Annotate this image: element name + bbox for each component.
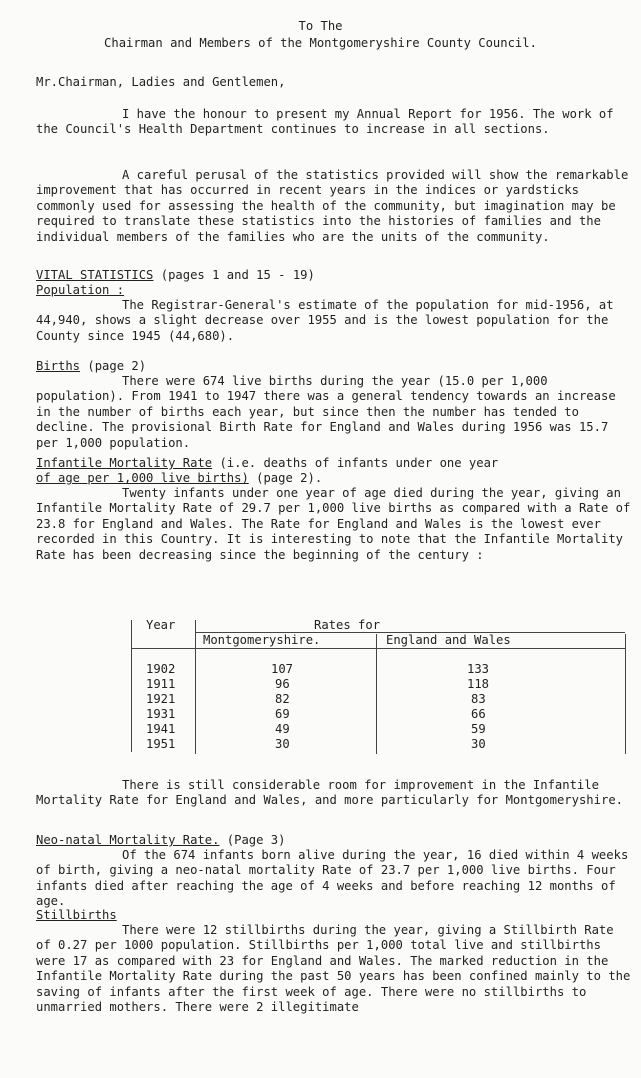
births-heading — [36, 359, 634, 374]
births-pages: (page 2) — [80, 359, 147, 373]
intro-paragraph-1: I have the honour to present my Annual Report for 1956. The work of the Council's Health Department continues to increase in all sections. — [36, 107, 614, 137]
neonatal-heading — [36, 833, 634, 848]
addressee-line-2: Chairman and Members of the Montgomeryshire County Council. — [104, 36, 537, 50]
infant-mortality-rates-table: Year Rates for Montgomeryshire. England and Wales 1902 107 133 1911 96 118 1921 82 83 1931 69 66 1941 49 59 1951 30 30 — [131, 618, 626, 756]
montgomeryshire-column-header: Montgomeryshire. — [203, 633, 321, 647]
infantile-mortality-title: Infantile Mortality Rate — [36, 456, 213, 470]
births-text: There were 674 live births during the year (15.0 per 1,000 population). From 1941 to 1947 there was a general tendency towards an increase in the number of births each year, but since then the number has tended to decline. The provisional Birth Rate for England and Wales during 1956 was 15.7 per 1,000 population. — [36, 374, 616, 450]
year-column-header: Year — [146, 618, 176, 632]
infantile-mortality-heading: Infantile Mortality Rate (i.e. deaths of infants under one year of age per 1,000 live births) (page 2). — [36, 456, 499, 486]
neonatal-title: Neo-natal Mortality Rate. — [36, 833, 220, 847]
neonatal-text: Of the 674 infants born alive during the year, 16 died within 4 weeks of birth, giving a neo-natal mortality Rate of 23.7 per 1,000 live births. Four infants died after reaching the age of 4 weeks and before reaching 12 months of age. — [36, 848, 629, 909]
infantile-mortality-text: Twenty infants under one year of age died during the year, giving an Infantile Mortality Rate of 29.7 per 1,000 live births as compared with a Rate of 23.8 for England and Wales. The Rate for England and Wales is the lowest ever recorded in this Country. It is interesting to note that the Infantile Mortality Rate has been decreasing since the beginning of the century : — [36, 486, 631, 562]
stillbirths-title: Stillbirths — [36, 908, 117, 922]
vital-statistics-title: VITAL STATISTICS — [36, 268, 154, 282]
vital-statistics-heading — [36, 268, 634, 283]
vital-statistics-pages: (pages 1 and 15 - 19) — [153, 268, 315, 282]
stillbirths-text: There were 12 stillbirths during the year, giving a Stillbirth Rate of 0.27 per 1000 population. Stillbirths per 1,000 total live and stillbirths were 17 as compared with 23 for England and Wales. The marked reduction in the Infantile Mortality Rate during the past 50 years has been confined mainly to the saving of infants after the first week of age. There were no stillbirths to unmarried mothers. There were 2 illegitimate — [36, 923, 631, 1015]
salutation: Mr.Chairman, Ladies and Gentlemen, — [36, 75, 286, 89]
intro-paragraph-2: A careful perusal of the statistics provided will show the remarkable improvement that has occurred in recent years in the indices or yardsticks commonly used for assessing the health of the community, but imagination may be required to translate these statistics into the histories of families and the individual members of the families who are the units of the community. — [36, 168, 629, 244]
after-table-text: There is still considerable room for improvement in the Infantile Mortality Rate for England and Wales, and more particularly for Montgomeryshire. — [36, 778, 623, 808]
rates-for-header: Rates for — [314, 618, 381, 632]
births-title: Births — [36, 359, 81, 373]
stillbirths-heading — [36, 908, 634, 923]
population-text: The Registrar-General's estimate of the population for mid-1956, at 44,940, shows a slight decrease over 1955 and is the lowest population for the County since 1945 (44,680). — [36, 298, 614, 343]
neonatal-pages: (Page 3) — [219, 833, 286, 847]
england-wales-column-header: England and Wales — [386, 633, 511, 647]
addressee-line-1: To The — [298, 19, 343, 33]
population-heading: Population : — [36, 283, 125, 297]
